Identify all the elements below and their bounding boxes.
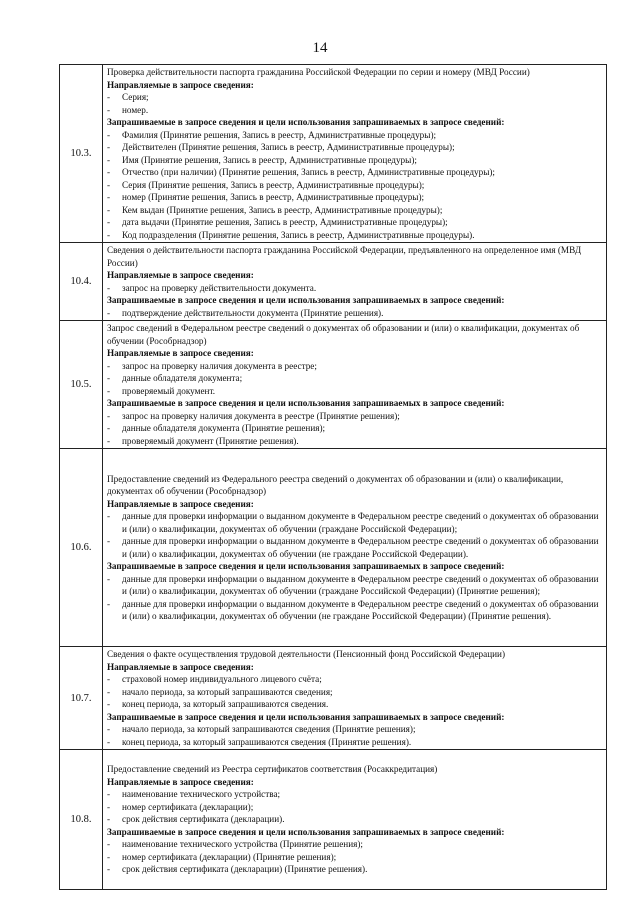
service-title: Сведения о факте осуществления трудовой деятельности (Пенсионный фонд Российской Федерации) [107,649,506,659]
requested-item [107,736,602,749]
bullet-dash: - [107,736,111,747]
bullet-dash: - [107,92,111,102]
list-item-text: Отчество (при наличии) (Принятие решения, Запись в реестр, Административные процедуры); [122,167,495,177]
requested-item [107,204,602,217]
sent-item [107,801,602,814]
sent-item [107,385,602,398]
bullet-dash: - [107,204,111,215]
list-item-text: номер сертификата (декларации); [122,801,254,812]
list-item-text: Серия; [122,92,149,102]
requested-heading: Запрашиваемые в запросе сведения и цели использования запрашиваемых в запросе сведений: [107,295,505,305]
bullet-dash: - [107,229,111,240]
row-number: 10.8. [60,750,103,890]
service-title: Запрос сведений в Федеральном реестре сведений о документах об образовании и (или) о квалификации, документах об обучении (Рособрнадзор) [107,323,580,346]
requested-item [107,851,602,864]
requested-item [107,216,602,229]
requested-heading: Запрашиваемые в запросе сведения и цели использования запрашиваемых в запросе сведений: [107,711,505,722]
list-item-text: номер. [122,104,149,115]
sent-item [107,698,602,711]
sent-heading: Направляемые в запросе сведения: [107,661,254,672]
row-number: 10.6. [60,449,103,647]
bullet-dash: - [107,360,111,371]
requested-item [107,129,602,142]
service-title: Предоставление сведений из Реестра сертификатов соответствия (Росаккредитация) [107,764,438,775]
bullet-dash: - [107,839,111,850]
sent-heading: Направляемые в запросе сведения: [107,270,254,280]
bullet-dash: - [107,179,111,190]
bullet-dash: - [107,423,111,433]
bullet-dash: - [107,104,111,115]
bullet-dash: - [107,192,111,202]
bullet-dash: - [107,282,111,293]
list-item-text: Фамилия (Принятие решения, Запись в реестр, Административные процедуры); [122,129,437,140]
requested-item [107,863,602,876]
list-item-text: Действителен (Принятие решения, Запись в реестр, Административные процедуры); [122,142,455,152]
sent-item [107,813,602,826]
list-item-text: Код подразделения (Принятие решения, Запись в реестр, Административные процедуры). [122,229,475,240]
bullet-dash: - [107,789,111,800]
table-row [60,243,607,321]
requested-item [107,141,602,154]
requested-item [107,179,602,192]
bullet-dash: - [107,864,111,875]
requested-item [107,435,602,448]
bullet-dash: - [107,536,111,546]
row-content [103,321,607,449]
requested-item [107,422,602,435]
table-row [60,750,607,890]
bullet-dash: - [107,410,111,421]
requested-heading: Запрашиваемые в запросе сведения и цели использования запрашиваемых в запросе сведений: [107,561,505,571]
bullet-dash: - [107,307,111,318]
row-content [103,243,607,321]
list-item-text: конец периода, за который запрашиваются сведения (Принятие решения). [122,736,412,747]
list-item-text: запрос на проверку наличия документа в реестре; [122,360,317,371]
bullet-dash: - [107,142,111,152]
sent-heading: Направляемые в запросе сведения: [107,498,254,509]
bullet-dash: - [107,154,111,165]
sent-heading: Направляемые в запросе сведения: [107,348,254,358]
row-content [103,647,607,750]
list-item-text: начало периода, за который запрашиваются сведения; [122,686,333,697]
row-content [103,65,607,243]
sent-item [107,282,602,295]
requested-heading: Запрашиваемые в запросе сведения и цели использования запрашиваемых в запросе сведений: [107,398,505,408]
list-item-text: номер сертификата (декларации) (Принятие решения); [122,851,337,862]
bullet-dash: - [107,167,111,177]
requested-heading: Запрашиваемые в запросе сведения и цели использования запрашиваемых в запросе сведений: [107,117,505,127]
requested-heading: Запрашиваемые в запросе сведения и цели использования запрашиваемых в запросе сведений: [107,826,505,837]
requested-item [107,154,602,167]
list-item-text: данные обладателя документа (Принятие решения); [122,423,326,433]
sent-heading: Направляемые в запросе сведения: [107,776,254,787]
requested-item [107,723,602,736]
requested-item [107,838,602,851]
row-content [103,449,607,647]
bullet-dash: - [107,801,111,812]
bullet-dash: - [107,851,111,862]
list-item-text: дата выдачи (Принятие решения, Запись в реестр, Административные процедуры); [122,217,448,227]
services-table [59,64,607,890]
requested-item [107,166,602,179]
list-item-text: запрос на проверку действительности документа. [122,282,317,293]
list-item-text: данные для проверки информации о выданном документе в Федеральном реестре сведений о документах об образовании и (или) о квалификации, документах об обучении (граждане Российской Федерации); [122,511,599,534]
service-title: Предоставление сведений из Федерального реестра сведений о документах об образовании и (или) о квалификации, документах об обучении (Рособрнадзор) [107,473,564,496]
bullet-dash: - [107,573,111,584]
row-number: 10.4. [60,243,103,321]
list-item-text: Серия (Принятие решения, Запись в реестр, Административные процедуры); [122,179,425,190]
sent-item [107,686,602,699]
bullet-dash: - [107,129,111,140]
sent-item [107,91,602,104]
bullet-dash: - [107,217,111,227]
bullet-dash: - [107,724,111,734]
row-number: 10.7. [60,647,103,750]
list-item-text: конец периода, за который запрашиваются сведения. [122,699,329,709]
sent-item [107,788,602,801]
list-item-text: данные обладателя документа; [122,373,243,383]
requested-item [107,410,602,423]
sent-item [107,673,602,686]
service-title: Проверка действительности паспорта гражданина Российской Федерации по серии и номеру (МВД России) [107,67,530,77]
list-item-text: запрос на проверку наличия документа в реестре (Принятие решения); [122,410,400,421]
bullet-dash: - [107,435,111,446]
list-item-text: данные для проверки информации о выданном документе в Федеральном реестре сведений о документах об образовании и (или) о квалификации, документах об обучении (граждане Российской Федерации) (Принятие решения); [122,573,599,596]
row-content [103,750,607,890]
sent-heading: Направляемые в запросе сведения: [107,79,254,90]
list-item-text: наименование технического устройства; [122,789,281,800]
requested-item [107,307,602,320]
bullet-dash: - [107,674,111,684]
list-item-text: наименование технического устройства (Принятие решения); [122,839,363,850]
list-item-text: срок действия сертификата (декларации) (Принятие решения). [122,864,368,875]
sent-item [107,360,602,373]
list-item-text: проверяемый документ (Принятие решения). [122,435,299,446]
list-item-text: срок действия сертификата (декларации). [122,814,285,825]
bullet-dash: - [107,385,111,396]
requested-item [107,598,602,623]
table-row [60,321,607,449]
list-item-text: подтверждение действительности документа (Принятие решения). [122,307,384,318]
table-row [60,65,607,243]
sent-item [107,535,602,560]
list-item-text: Кем выдан (Принятие решения, Запись в реестр, Административные процедуры); [122,204,443,215]
requested-item [107,191,602,204]
bullet-dash: - [107,699,111,709]
bullet-dash: - [107,598,111,609]
bullet-dash: - [107,686,111,697]
bullet-dash: - [107,511,111,521]
list-item-text: номер (Принятие решения, Запись в реестр, Административные процедуры); [122,192,425,202]
table-row [60,449,607,647]
list-item-text: начало периода, за который запрашиваются сведения (Принятие решения); [122,724,416,734]
service-title: Сведения о действительности паспорта гражданина Российской Федерации, предъявленного на определенное имя (МВД России) [107,245,582,268]
requested-item [107,229,602,242]
list-item-text: данные для проверки информации о выданном документе в Федеральном реестре сведений о документах об образовании и (или) о квалификации, документах об обучении (не граждане Российской Федерации). [122,536,599,559]
row-number: 10.3. [60,65,103,243]
requested-item [107,573,602,598]
bullet-dash: - [107,814,111,825]
list-item-text: данные для проверки информации о выданном документе в Федеральном реестре сведений о документах об образовании и (или) о квалификации, документах об обучении (не граждане Российской Федерации) (Принятие решения). [122,598,599,621]
page-number: 14 [312,40,328,56]
list-item-text: страховой номер индивидуального лицевого счёта; [122,674,322,684]
sent-item [107,104,602,117]
sent-item [107,372,602,385]
bullet-dash: - [107,373,111,383]
sent-item [107,510,602,535]
table-row [60,647,607,750]
list-item-text: Имя (Принятие решения, Запись в реестр, Административные процедуры); [122,154,417,165]
row-number: 10.5. [60,321,103,449]
list-item-text: проверяемый документ. [122,385,216,396]
